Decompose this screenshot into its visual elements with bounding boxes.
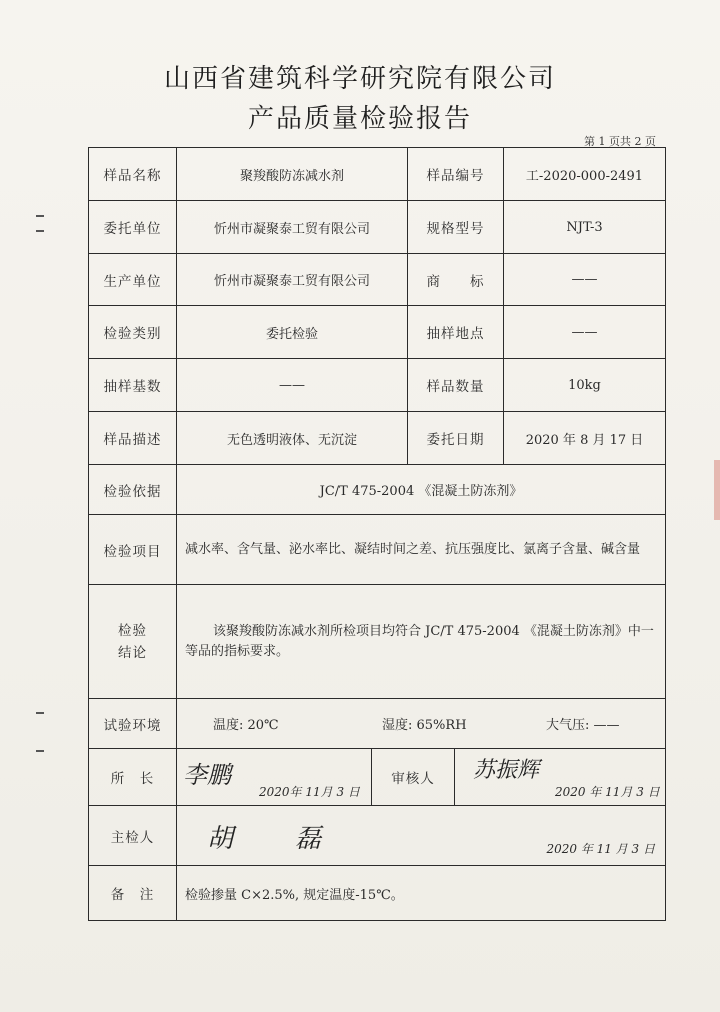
label-reviewer: 审核人	[371, 749, 454, 805]
label-conclusion-line2: 结论	[118, 644, 147, 661]
label-trademark: 商 标	[407, 254, 503, 305]
label-inspection-type: 检验类别	[103, 326, 162, 342]
director-signature-cell	[176, 749, 371, 805]
label-sampling-base: 抽样基数	[103, 379, 162, 395]
label-sampling-place: 抽样地点	[407, 306, 503, 358]
label-commission-date: 委托日期	[407, 412, 503, 464]
value-manufacturer: 忻州市凝聚泰工贸有限公司	[176, 254, 407, 305]
table-row	[89, 866, 665, 920]
chief-inspector-date: 2020 年 11 月 3 日	[546, 842, 655, 856]
seal-edge-stamp	[714, 460, 720, 520]
table-row	[89, 201, 665, 254]
reviewer-date: 2020 年 11月 3 日	[555, 785, 660, 799]
value-sample-name: 聚羧酸防冻减水剂	[176, 148, 407, 200]
value-pressure: 大气压: ——	[546, 718, 620, 733]
label-sample-qty: 样品数量	[407, 359, 503, 411]
value-sample-no: 工-2020-000-2491	[503, 148, 665, 200]
chief-inspector-signature: 胡 磊	[207, 824, 340, 854]
value-items: 减水率、含气量、泌水率比、凝结时间之差、抗压强度比、氯离子含量、碱含量	[176, 515, 665, 584]
label-remarks: 备 注	[110, 887, 155, 903]
value-commission-date: 2020 年 8 月 17 日	[503, 412, 665, 464]
label-sample-desc: 样品描述	[103, 432, 162, 448]
label-client: 委托单位	[103, 221, 162, 237]
value-basis: JC/T 475-2004 《混凝土防冻剂》	[176, 465, 665, 514]
value-remarks: 检验掺量 C×2.5%, 规定温度-15℃。	[176, 866, 665, 920]
binding-hole-mark	[36, 230, 44, 232]
label-conclusion-line1: 检验	[118, 622, 147, 639]
table-row	[89, 699, 665, 749]
table-row	[89, 585, 665, 699]
director-date: 2020年 11月 3 日	[259, 785, 360, 799]
table-row	[89, 254, 665, 306]
value-model: NJT-3	[503, 201, 665, 253]
report-table	[88, 147, 666, 921]
value-trademark: ——	[503, 254, 665, 305]
table-row	[89, 806, 665, 866]
table-row	[89, 412, 665, 465]
table-row	[89, 306, 665, 359]
org-name: 山西省建筑科学研究院有限公司	[163, 64, 556, 94]
reviewer-signature: 苏振辉	[473, 758, 540, 783]
table-row	[89, 148, 665, 201]
label-model: 规格型号	[407, 201, 503, 253]
chief-inspector-signature-cell	[176, 806, 665, 865]
value-sample-qty: 10kg	[503, 359, 665, 411]
value-temperature: 温度: 20℃	[176, 699, 336, 748]
label-chief-inspector: 主检人	[110, 829, 155, 846]
table-row	[89, 515, 665, 585]
label-manufacturer: 生产单位	[103, 273, 162, 290]
value-humidity: 湿度: 65%RH	[382, 718, 467, 733]
binding-hole-mark	[36, 750, 44, 752]
table-row	[89, 359, 665, 412]
label-items: 检验项目	[103, 543, 162, 560]
label-environment: 试验环境	[103, 717, 162, 734]
label-basis: 检验依据	[103, 483, 162, 500]
director-signature: 李鹏	[183, 761, 231, 789]
binding-hole-mark	[36, 215, 44, 217]
label-director: 所 长	[110, 771, 155, 787]
table-row	[89, 749, 665, 806]
label-conclusion	[89, 585, 176, 698]
value-sampling-place: ——	[503, 306, 665, 358]
reviewer-signature-cell	[454, 749, 665, 805]
label-sample-no: 样品编号	[407, 148, 503, 200]
value-conclusion: 该聚羧酸防冻减水剂所检项目均符合 JC/T 475-2004 《混凝土防冻剂》中一等品的指标要求。	[176, 585, 665, 698]
binding-hole-mark	[36, 712, 44, 714]
label-sample-name: 样品名称	[103, 168, 162, 184]
page-number: 第 1 页共 2 页	[584, 135, 656, 148]
value-inspection-type: 委托检验	[176, 306, 407, 358]
report-title: 产品质量检验报告	[247, 104, 472, 134]
value-sampling-base: ——	[176, 359, 407, 411]
value-client: 忻州市凝聚泰工贸有限公司	[176, 201, 407, 253]
table-row	[89, 465, 665, 515]
value-sample-desc: 无色透明液体、无沉淀	[176, 412, 407, 464]
